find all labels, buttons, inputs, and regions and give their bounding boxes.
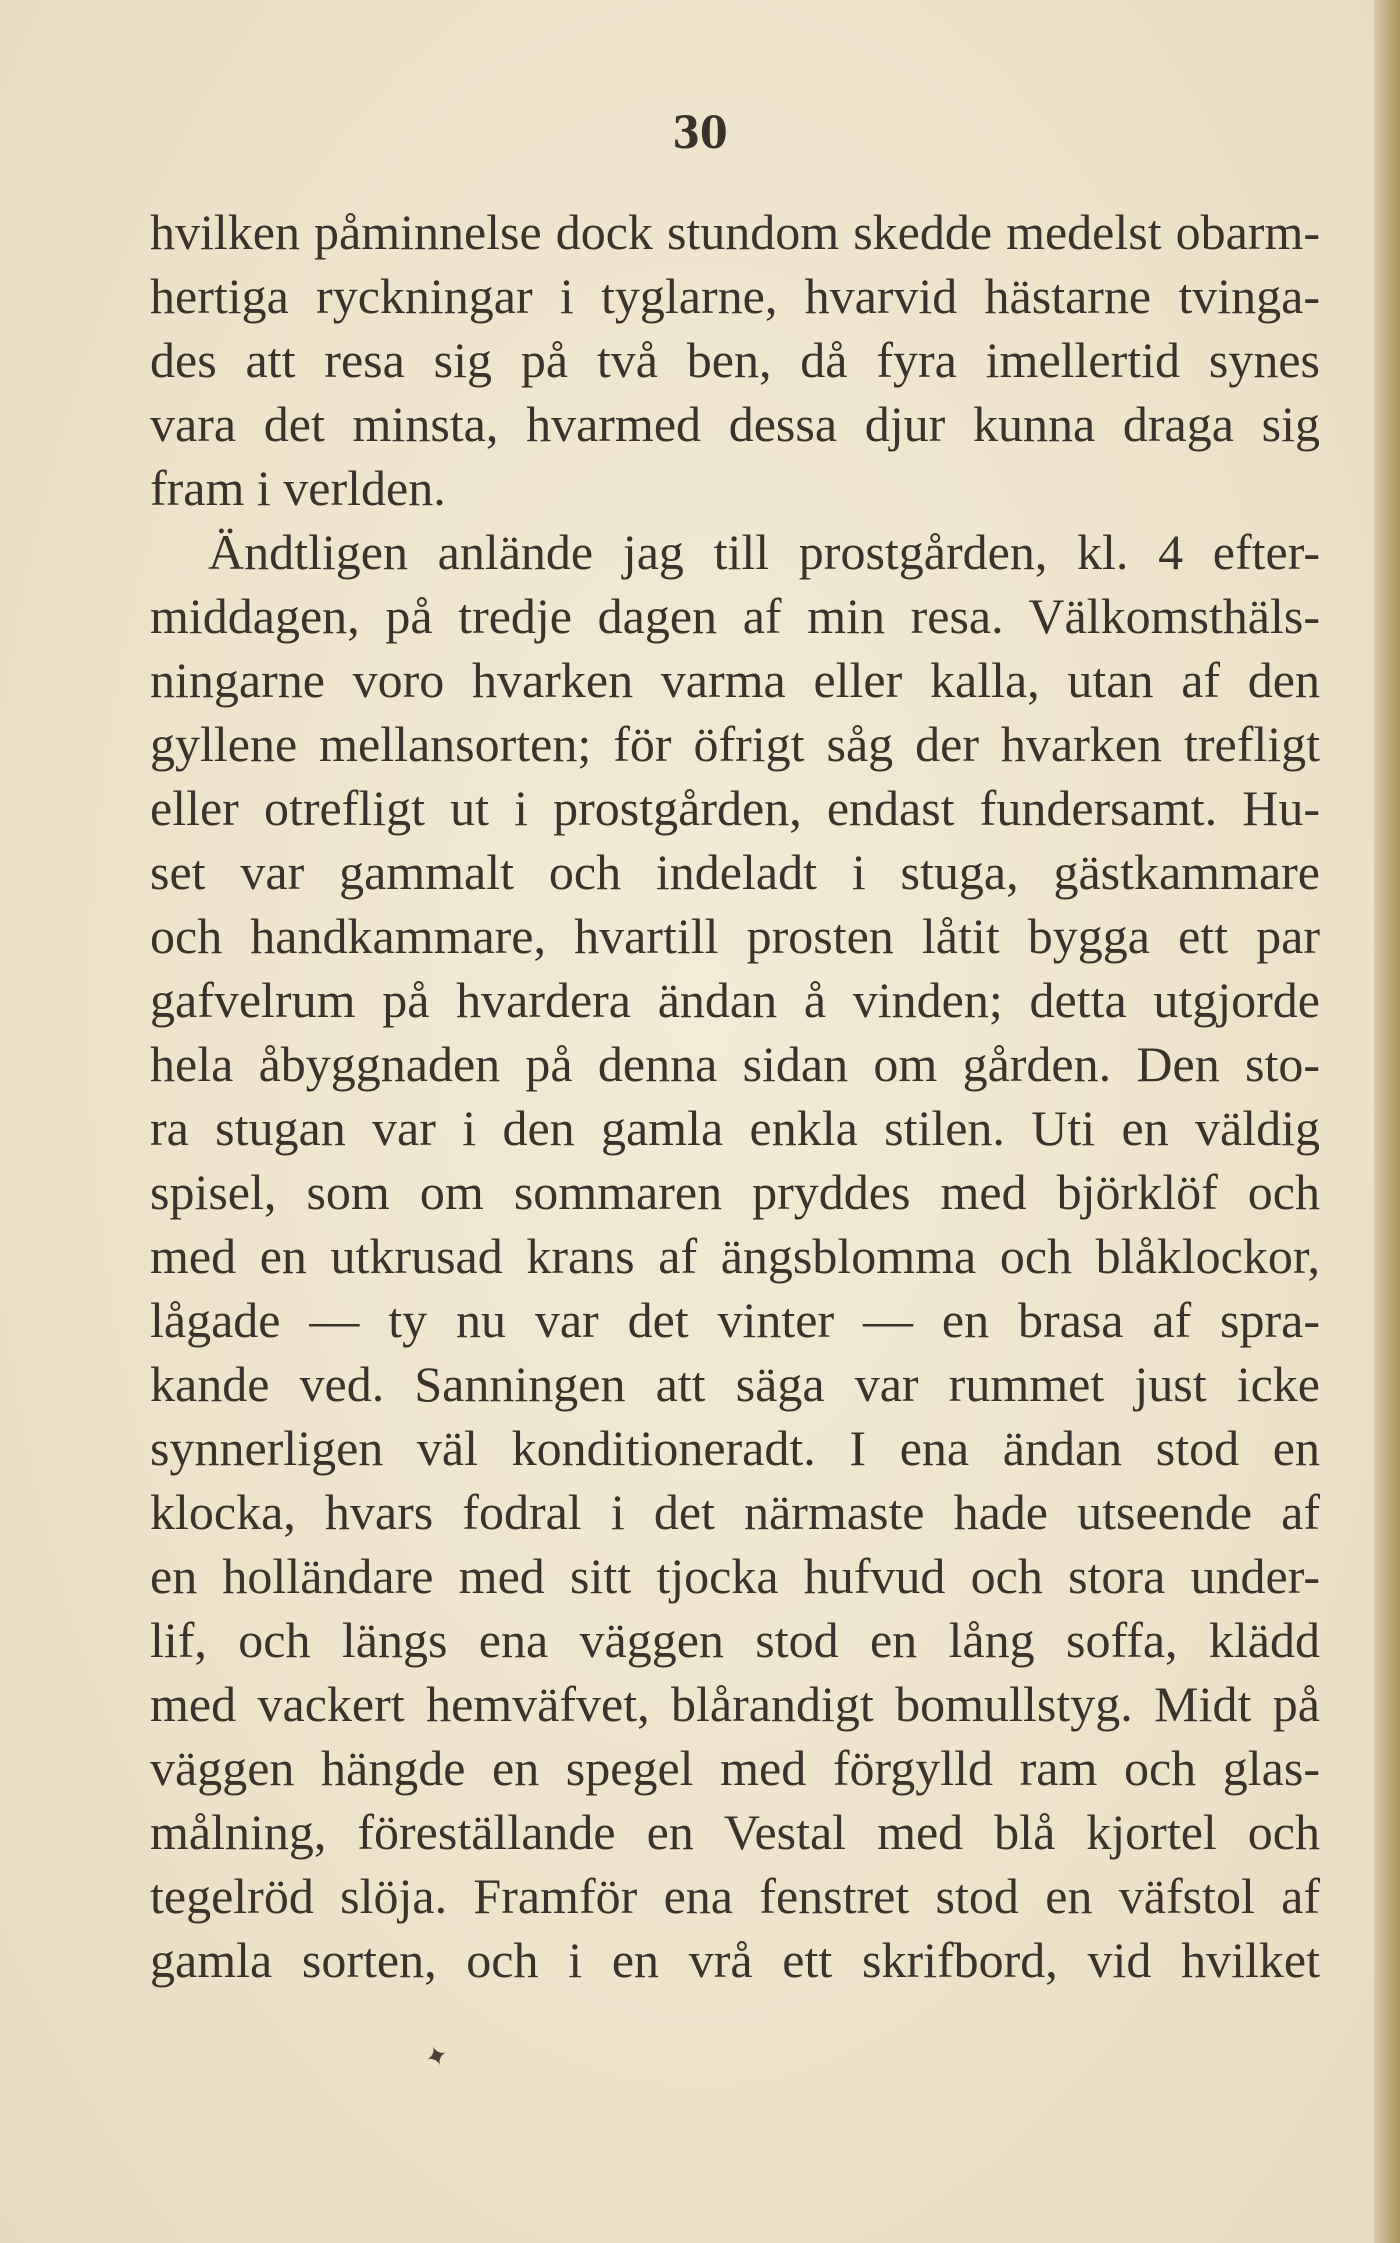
text-line: set var gammalt och indeladt i stuga, gästkammare [150,844,1320,900]
text-line: eller otrefligt ut i prostgården, endast fundersamt. Hu- [150,780,1320,836]
text-line: Ändtligen anlände jag till prostgården, kl. 4 efter- [208,524,1320,580]
text-line: tegelröd slöja. Framför ena fenstret stod en väfstol af [150,1868,1320,1924]
text-line: synnerligen väl konditioneradt. I ena ändan stod en [150,1420,1320,1476]
page-edge [1374,0,1400,2243]
text-line: gyllene mellansorten; för öfrigt såg der hvarken trefligt [150,716,1320,772]
text-line: hela åbyggnaden på denna sidan om gården. Den sto- [150,1036,1320,1092]
text-line: spisel, som om sommaren pryddes med björklöf och [150,1164,1320,1220]
text-line: och handkammare, hvartill prosten låtit bygga ett par [150,908,1320,964]
text-line: med en utkrusad krans af ängsblomma och blåklockor, [150,1228,1320,1284]
text-line: ningarne voro hvarken varma eller kalla, utan af den [150,652,1320,708]
text-line: gafvelrum på hvardera ändan å vinden; detta utgjorde [150,972,1320,1028]
ink-mark-icon: ✦ [420,2036,454,2077]
text-line: en holländare med sitt tjocka hufvud och stora under- [150,1548,1320,1604]
text-line: des att resa sig på två ben, då fyra imellertid synes [150,332,1320,388]
text-line: hertiga ryckningar i tyglarne, hvarvid hästarne tvinga- [150,268,1320,324]
text-line: lågade — ty nu var det vinter — en brasa af spra- [150,1292,1320,1348]
text-line: med vackert hemväfvet, blårandigt bomullstyg. Midt på [150,1676,1320,1732]
text-line: klocka, hvars fodral i det närmaste hade utseende af [150,1484,1320,1540]
text-line: gamla sorten, och i en vrå ett skrifbord, vid hvilket [150,1932,1320,1988]
text-line: väggen hängde en spegel med förgylld ram och glas- [150,1740,1320,1796]
text-line: målning, föreställande en Vestal med blå kjortel och [150,1804,1320,1860]
body-text [150,200,1320,1992]
text-line: hvilken påminnelse dock stundom skedde medelst obarm- [150,204,1320,260]
text-line: vara det minsta, hvarmed dessa djur kunna draga sig [150,396,1320,452]
text-line: kande ved. Sanningen att säga var rummet just icke [150,1356,1320,1412]
text-line: lif, och längs ena väggen stod en lång soffa, klädd [150,1612,1320,1668]
page-number: 30 [672,108,728,159]
text-line: ra stugan var i den gamla enkla stilen. Uti en väldig [150,1100,1320,1156]
text-line: fram i verlden. [150,460,446,516]
text-line: middagen, på tredje dagen af min resa. Välkomsthäls- [150,588,1320,644]
